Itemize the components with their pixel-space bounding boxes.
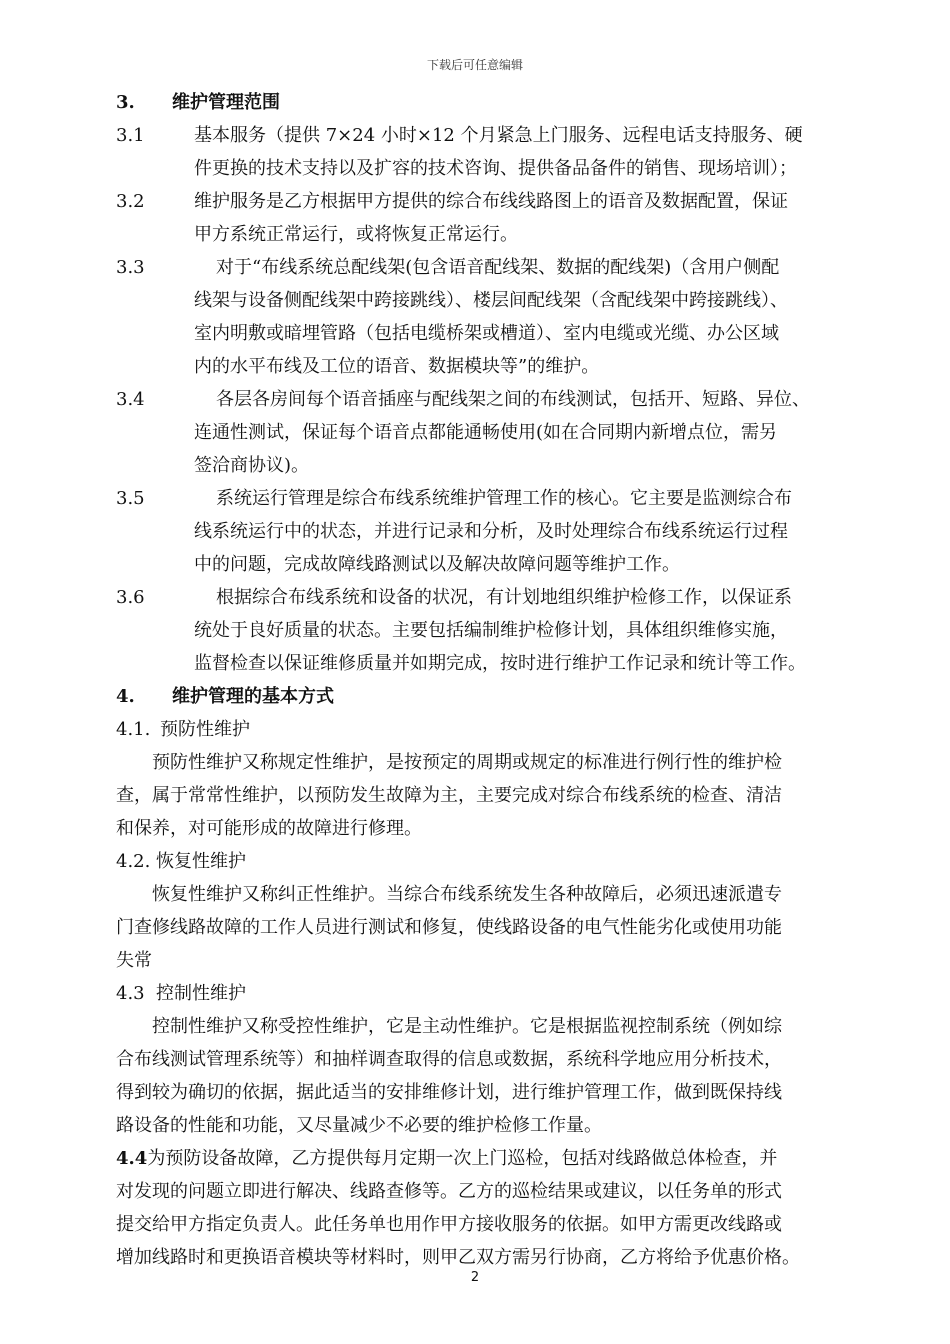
item-text-line: 系统运行管理是综合布线系统维护管理工作的核心。它主要是监测综合布 — [216, 488, 792, 509]
section-4-heading — [116, 680, 840, 713]
item-3-4 — [116, 383, 840, 482]
section-title: 维护管理范围 — [172, 92, 280, 113]
item-3-6 — [116, 581, 840, 680]
item-text-line: 对于“布线系统总配线架(包含语音配线架、数据的配线架)（含用户侧配 — [216, 257, 780, 278]
item-text-line: 签洽商协议)。 — [194, 455, 310, 476]
item-number: 3.6 — [116, 587, 145, 608]
item-number: 3.3 — [116, 257, 145, 278]
subsection-4-2-heading — [116, 845, 840, 878]
subsection-number: 4.2. — [116, 851, 151, 872]
item-3-1 — [116, 119, 840, 185]
section-number: 4. — [116, 686, 135, 707]
subsection-4-4 — [116, 1142, 840, 1274]
item-text-line: 线系统运行中的状态，并进行记录和分析，及时处理综合布线系统运行过程 — [194, 521, 788, 542]
subsection-4-2-body — [116, 878, 840, 977]
item-text-line: 中的问题，完成故障线路测试以及解决故障问题等维护工作。 — [194, 554, 680, 575]
item-number: 3.1 — [116, 125, 145, 146]
paragraph-line: 控制性维护又称受控性维护，它是主动性维护。它是根据监视控制系统（例如综 — [152, 1016, 782, 1037]
paragraph-line: 路设备的性能和功能，又尽量减少不必要的维护检修工作量。 — [116, 1115, 602, 1136]
item-text-line: 甲方系统正常运行，或将恢复正常运行。 — [194, 224, 518, 245]
subsection-title: 恢复性维护 — [156, 851, 246, 872]
item-text-line: 线架与设备侧配线架中跨接跳线）、楼层间配线架（含配线架中跨接跳线）、 — [194, 290, 788, 311]
subsection-4-1-body — [116, 746, 840, 845]
paragraph-line: 提交给甲方指定负责人。此任务单也用作甲方接收服务的依据。如甲方需更改线路或 — [116, 1214, 782, 1235]
item-text-line: 统处于良好质量的状态。主要包括编制维护检修计划，具体组织维修实施， — [194, 620, 788, 641]
section-title: 维护管理的基本方式 — [172, 686, 334, 707]
item-number: 3.2 — [116, 191, 145, 212]
item-3-5 — [116, 482, 840, 581]
item-text-line: 连通性测试，保证每个语音点都能通畅使用(如在合同期内新增点位，需另 — [194, 422, 778, 443]
subsection-number: 4.3 — [116, 983, 145, 1004]
subsection-4-3-body — [116, 1010, 840, 1142]
paragraph-line: 为预防设备故障，乙方提供每月定期一次上门巡检，包括对线路做总体检查，并 — [147, 1148, 778, 1169]
subsection-4-1-heading — [116, 713, 840, 746]
paragraph-line: 对发现的问题立即进行解决、线路查修等。乙方的巡检结果或建议，以任务单的形式 — [116, 1181, 782, 1202]
paragraph-line: 查，属于常常性维护，以预防发生故障为主，主要完成对综合布线系统的检查、清洁 — [116, 785, 782, 806]
page-number: 2 — [470, 1270, 480, 1285]
subsection-title: 控制性维护 — [156, 983, 246, 1004]
paragraph-line: 失常 — [116, 950, 152, 971]
subsection-title: 预防性维护 — [160, 719, 250, 740]
subsection-4-3-heading — [116, 977, 840, 1010]
subsection-number: 4.1. — [116, 719, 151, 740]
item-3-2 — [116, 185, 840, 251]
item-text-line: 内的水平布线及工位的语音、数据模块等”的维护。 — [194, 356, 600, 377]
item-text-line: 维护服务是乙方根据甲方提供的综合布线线路图上的语音及数据配置，保证 — [194, 191, 788, 212]
subsection-number: 4.4 — [116, 1148, 148, 1169]
item-number: 3.4 — [116, 389, 145, 410]
paragraph-line: 恢复性维护又称纠正性维护。当综合布线系统发生各种故障后，必须迅速派遣专 — [152, 884, 782, 905]
section-3-heading — [116, 86, 840, 119]
document-body — [116, 86, 840, 1274]
item-text-line: 室内明敷或暗埋管路（包括电缆桥架或槽道）、室内电缆或光缆、办公区域 — [194, 323, 779, 344]
item-text-line: 各层各房间每个语音插座与配线架之间的布线测试，包括开、短路、异位、 — [216, 389, 810, 410]
section-number: 3. — [116, 92, 135, 113]
paragraph-line: 合布线测试管理系统等）和抽样调查取得的信息或数据，系统科学地应用分析技术， — [116, 1049, 782, 1070]
paragraph-line: 增加线路时和更换语音模块等材料时，则甲乙双方需另行协商，乙方将给予优惠价格。 — [116, 1247, 800, 1268]
paragraph-line: 门查修线路故障的工作人员进行测试和修复，使线路设备的电气性能劣化或使用功能 — [116, 917, 782, 938]
page-header: 下载后可任意编辑 — [426, 58, 523, 72]
paragraph-line: 预防性维护又称规定性维护，是按预定的周期或规定的标准进行例行性的维护检 — [152, 752, 782, 773]
item-text-line: 件更换的技术支持以及扩容的技术咨询、提供备品备件的销售、现场培训）； — [194, 158, 797, 179]
item-text-line: 根据综合布线系统和设备的状况，有计划地组织维护检修工作，以保证系 — [216, 587, 792, 608]
paragraph-line: 得到较为确切的依据，据此适当的安排维修计划，进行维护管理工作，做到既保持线 — [116, 1082, 782, 1103]
item-number: 3.5 — [116, 488, 145, 509]
item-text-line: 基本服务（提供 7×24 小时×12 个月紧急上门服务、远程电话支持服务、硬 — [194, 125, 803, 146]
item-text-line: 监督检查以保证维修质量并如期完成，按时进行维护工作记录和统计等工作。 — [194, 653, 806, 674]
item-3-3 — [116, 251, 840, 383]
paragraph-line: 和保养，对可能形成的故障进行修理。 — [116, 818, 422, 839]
